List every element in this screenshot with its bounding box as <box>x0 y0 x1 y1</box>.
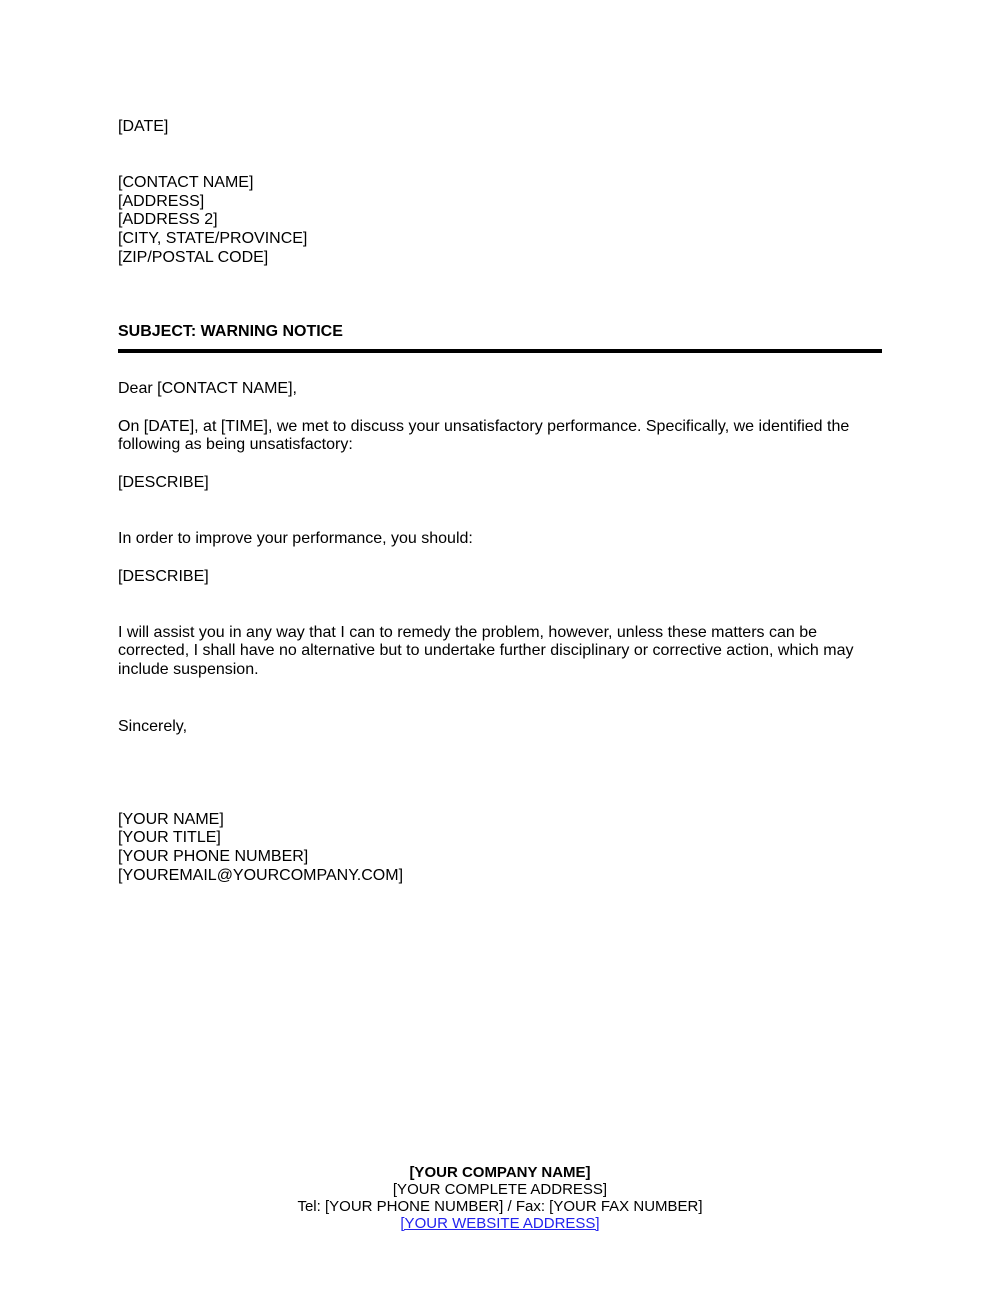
paragraph-3-line: include suspension. <box>118 661 259 678</box>
signature-email: [YOUREMAIL@YOURCOMPANY.COM] <box>118 867 404 884</box>
footer-company-name: [YOUR COMPANY NAME] <box>409 1164 591 1181</box>
salutation: Dear [CONTACT NAME], <box>118 380 297 397</box>
signature-title: [YOUR TITLE] <box>118 829 221 846</box>
paragraph-3-line: I will assist you in any way that I can to remedy the problem, however, unless these matters can be <box>118 624 818 641</box>
subject-divider <box>118 349 882 353</box>
recipient-name: [CONTACT NAME] <box>118 174 254 191</box>
paragraph-3-line: corrected, I shall have no alternative but to undertake further disciplinary or corrective action, which may <box>118 642 854 659</box>
paragraph-1-line: following as being unsatisfactory: <box>118 436 353 453</box>
signature-name: [YOUR NAME] <box>118 811 224 828</box>
footer-address: [YOUR COMPLETE ADDRESS] <box>392 1181 608 1198</box>
subject-line: SUBJECT: WARNING NOTICE <box>118 323 343 340</box>
footer-contact: Tel: [YOUR PHONE NUMBER] / Fax: [YOUR FAX NUMBER] <box>297 1198 703 1215</box>
recipient-address-2: [ADDRESS 2] <box>118 211 218 228</box>
describe-placeholder-1: [DESCRIBE] <box>118 474 209 491</box>
closing: Sincerely, <box>118 718 188 735</box>
recipient-zip: [ZIP/POSTAL CODE] <box>118 249 269 266</box>
letter-date: [DATE] <box>118 118 169 135</box>
recipient-address: [ADDRESS] <box>118 193 205 210</box>
paragraph-1-line: On [DATE], at [TIME], we met to discuss your unsatisfactory performance. Specifically, we identified the <box>118 418 850 435</box>
paragraph-2: In order to improve your performance, you should: <box>118 530 473 547</box>
describe-placeholder-2: [DESCRIBE] <box>118 568 209 585</box>
recipient-city-state: [CITY, STATE/PROVINCE] <box>118 230 308 247</box>
footer-website-link[interactable]: [YOUR WEBSITE ADDRESS] <box>400 1215 600 1232</box>
signature-phone: [YOUR PHONE NUMBER] <box>118 848 309 865</box>
